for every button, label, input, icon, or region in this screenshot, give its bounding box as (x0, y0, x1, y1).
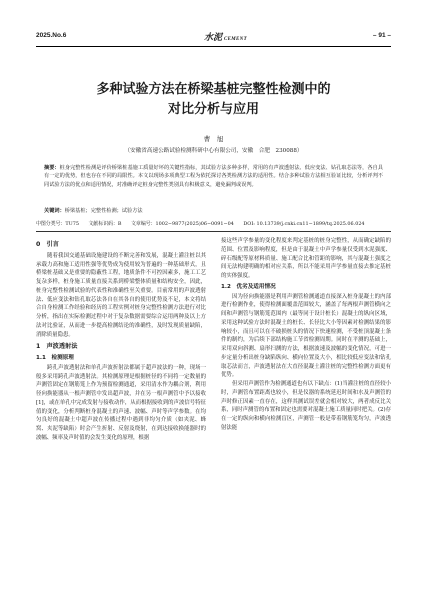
keywords (44, 207, 383, 215)
pros-paragraph: 因为径向换能器是利用声测管检测通道直接深入桩身混凝土的内部进行检测作业，使得检测面覆盖范围较大，涵盖了每两根声测管横向之间和声测管与钢筋笼范围内（最等同于设计桩长）混凝土的纵向区域，采用这种试验方法时混凝土的桩长、长径比大小等因素对检测结果的影响较小，而且可以在不破损桩头的情况下快速检测，不受桩顶混凝土条件的制约，为后续下部结构施工节省检测周期。同时在平测的基础上，采用双向斜测、扇形扫测的方法，根据波速及波幅的变化情况，可进一步定量分析出桩身缺陷纵向、横向位置及大小，相比较低应变法和钻孔取芯法而言，声波透射法在大直径混凝土灌注桩的完整性检测方面更有优势。 (221, 293, 391, 379)
principle-continued-paragraph: 接这些声学参量的变化程度来判定基桩的桩身完整性，从而确定缺陷的范围、位置及影响程度，但是由于混凝土中声学参量仅受到水泥强度、碎石级配等原材料质量、施工配合比和管距的影响，其与混凝土强度之间无法构建明确的相对应关系，所以不能采用声学参量直接去推定基桩的实体强度。 (221, 238, 391, 279)
abstract (44, 164, 383, 189)
document-code: 文献标识码：B (88, 221, 122, 227)
keywords-text: 桥梁基桩；完整性检测；试验方法 (64, 208, 143, 214)
title-line-1: 多种试验方法在桥梁基桩完整性检测中的 (96, 82, 331, 97)
author-affiliation: （安徽省高速公路试验检测科研中心有限公司，安徽 合肥 230088） (124, 148, 303, 154)
issue-number: 2025.No.6 (36, 32, 67, 39)
subsection-heading-pros-cons: 1.2 优劣及适用情况 (221, 283, 276, 290)
title-line-2: 对比分析与应用 (167, 102, 259, 117)
article-metadata (36, 220, 391, 228)
page-number: – 91 – (372, 32, 391, 39)
doi[interactable]: DOI: 10.13739/j.cnki.cn11−1899/tq.2025.06.024 (243, 221, 365, 227)
article-number: 文章编号：1002−9877(2025)06−0091−04 (131, 221, 234, 227)
intro-paragraph: 随着我国交通基础设施建设的不断完善和发展，混凝土灌注桩以其承载力高和施工适用性强等优势成为使用较为普遍的一种基础形式，且桥梁桩基础又是重要的隐蔽性工程，地质条件不可控因素多，施工工艺复杂多样，桩身施工质量直接关系到桥梁整体质量和结构安全，因此，桩身完整性检测试验的代表性和准确性至关重要。目前常用的声波透射法、低应变法和钻孔取芯法各自在其各自的使用优势及不足，本文将结合自身检测工作经验和经历的工程实例对桩身完整性检测方法进行对比分析，指出在实际检测过程中对于复杂数据需要综合运用两种及以上方法对比验证，从而进一步提高检测结论的准确性，及时发现质量缺陷，消除质量隐患。 (36, 252, 206, 338)
principle-paragraph: 跨孔声波透射法和单孔声波折射法都属于超声波法的一种，现场一般多采用跨孔声波透射法。其检测原理是根据桩径的不同将一定数量的声测管固定在钢筋笼上作为预留检测通道，采用清水作为耦合剂，利用径向换能器从一根声测管中发出超声波，并在另一根声测管中予以接收[1]，或在单孔中完成发射与接收动作，从而根据接收到的声波信号特征值的变化，分析判断桩身混凝土的声速、波幅、声时等声学参数。在均匀良好的混凝土中超声波在传播过程中遇到非均匀介质（如夹泥、蜂窝、夹泥等缺陷）时会产生折射、反射及绕射，在到达接收换能器时的波幅、频率及声时值的会发生变化的原理，根据 (36, 364, 206, 441)
abstract-text: 桩身完整性检测是评价桥梁桩基施工质量好坏的关键性指标，其试验方法多种多样，常用的有声波透射法、低应变法、钻孔取芯法等，各自具有一定的优势，但也存在不同的局限性。本文以现场多项典型工程为依托探讨各类检测方法的适用性。结合多种试验方法相互验证比较，分析评判不同试验方法的优点和适用情况，对准确评定桩身完整性类别具有积极意义，避免漏判或误判。 (44, 165, 383, 188)
left-column (36, 237, 206, 443)
abstract-label: 摘要： (44, 165, 60, 171)
article-title (36, 80, 391, 120)
clc-number: 中图分类号：TU75 (36, 221, 79, 227)
cons-paragraph: 但采用声测管作为检测通道也有以下缺点：(1)当灌注桩的直径较小时，声测管布置距离也较小，但是仪器的系统延迟时间和水及声测管的声时修正因素一直存在，这样其测试误差就会相对较大，两者成反比关系，同时声测管的布置和固定也需要对混凝土施工质量同时把关。(2)存在一定的纵向和横向检测盲区，声测管一般是带着钢筋笼均匀，声波透射法能 (221, 381, 391, 431)
journal-name: 水泥 (204, 32, 223, 42)
section-heading-acoustic: 1 声波透射法 (36, 343, 78, 351)
running-header (36, 30, 391, 44)
header-divider (36, 46, 391, 47)
journal-name-en: CEMENT (224, 37, 247, 42)
journal-logo (204, 30, 247, 43)
keywords-label: 关键词： (44, 208, 65, 214)
right-column (221, 237, 391, 433)
author-name: 曹 旭 (203, 135, 224, 143)
subsection-heading-principle: 1.1 检测原理 (36, 355, 74, 361)
section-heading-intro: 0 引言 (36, 241, 59, 248)
metadata-divider (36, 231, 391, 232)
